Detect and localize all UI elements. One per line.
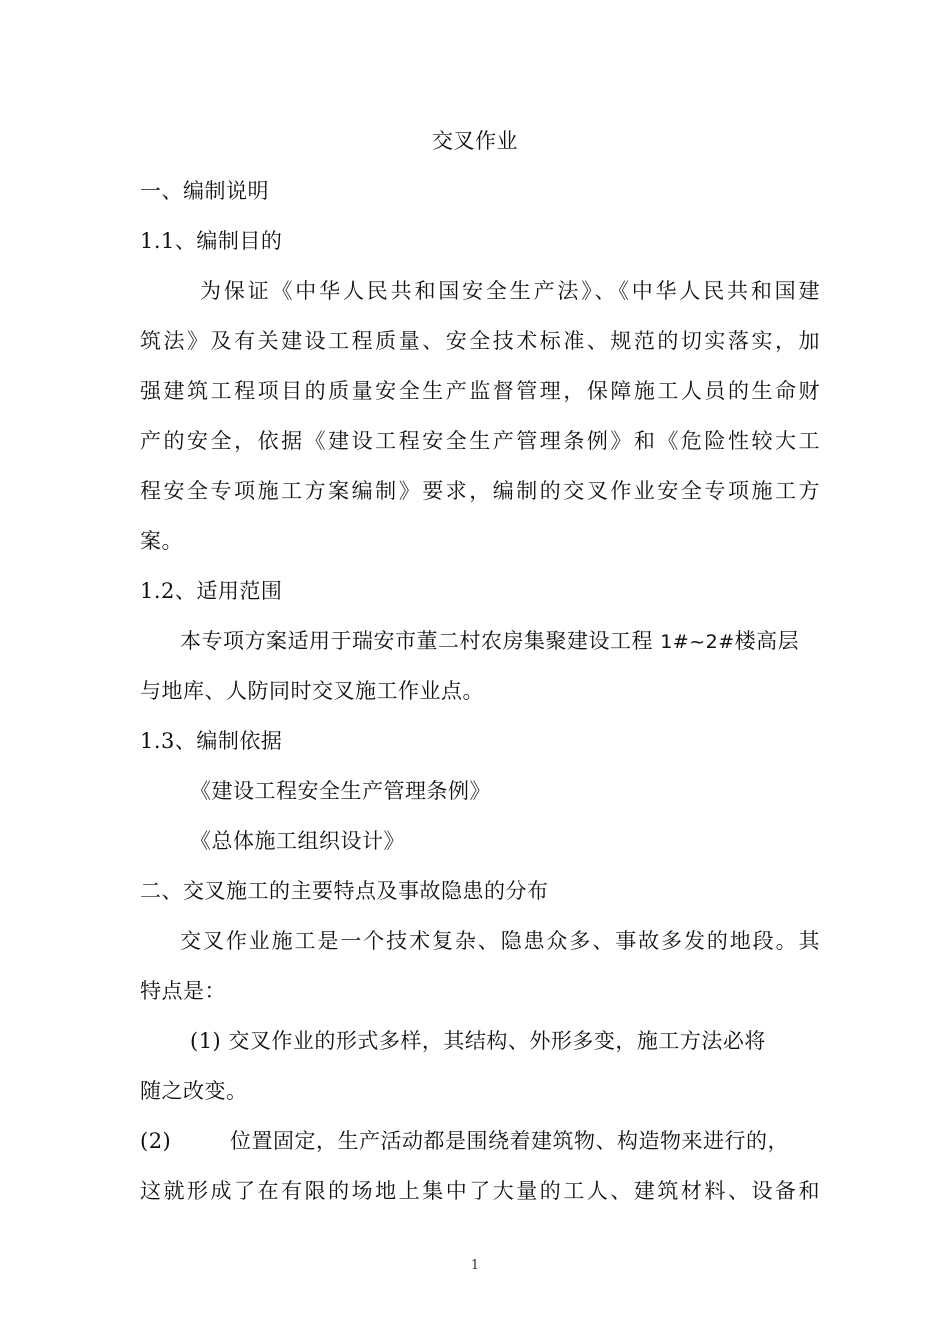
s12-text-part-a: 本专项方案适用于瑞安市董二村农房集聚建设工程: [180, 629, 661, 653]
s11-paragraph-line-1: 为保证《中华人民共和国安全生产法》、《中华人民共和国建: [200, 279, 820, 303]
s11-paragraph-line-3: 强建筑工程项目的质量安全生产监督管理，保障施工人员的生命财: [140, 379, 820, 403]
section-1-3-heading: 1.3、编制依据: [140, 729, 283, 753]
section-1-heading: 一、编制说明: [140, 179, 269, 203]
s13-basis-item-1: 《建设工程安全生产管理条例》: [190, 779, 491, 803]
s2-item-1-line-1: (1) 交叉作业的形式多样，其结构、外形多变，施工方法必将: [190, 1029, 766, 1053]
page-number: 1: [470, 1258, 480, 1273]
s2-item-2-text: 位置固定，生产活动都是围绕着建筑物、构造物来进行的，: [230, 1129, 789, 1153]
s12-text-part-c: 楼高层: [734, 629, 800, 653]
s2-item-2-number: (2): [140, 1129, 172, 1153]
s2-intro-line-1: 交叉作业施工是一个技术复杂、隐患众多、事故多发的地段。其: [180, 929, 820, 953]
s11-paragraph-line-2: 筑法》及有关建设工程质量、安全技术标准、规范的切实落实，加: [140, 329, 820, 353]
s13-basis-item-2: 《总体施工组织设计》: [190, 829, 405, 853]
s2-item-1-line-2: 随之改变。: [140, 1079, 248, 1103]
s11-paragraph-line-6: 案。: [140, 529, 183, 553]
s12-paragraph-line-1: [180, 626, 820, 657]
s11-paragraph-line-5: 程安全专项施工方案编制》要求，编制的交叉作业安全专项施工方: [140, 479, 820, 503]
s12-building-range: 1#~2#: [660, 631, 735, 653]
s2-intro-line-2: 特点是：: [140, 979, 226, 1003]
section-1-1-heading: 1.1、编制目的: [140, 229, 283, 253]
s2-item-2-line-2: 这就形成了在有限的场地上集中了大量的工人、建筑材料、设备和: [140, 1179, 820, 1203]
s2-item-2-line-1: [140, 1126, 820, 1156]
section-1-2-heading: 1.2、适用范围: [140, 579, 283, 603]
section-2-heading: 二、交叉施工的主要特点及事故隐患的分布: [140, 879, 549, 903]
document-title: 交叉作业: [432, 129, 518, 153]
s12-paragraph-line-2: 与地库、人防同时交叉施工作业点。: [140, 679, 484, 703]
s11-paragraph-line-4: 产的安全，依据《建设工程安全生产管理条例》和《危险性较大工: [140, 429, 820, 453]
